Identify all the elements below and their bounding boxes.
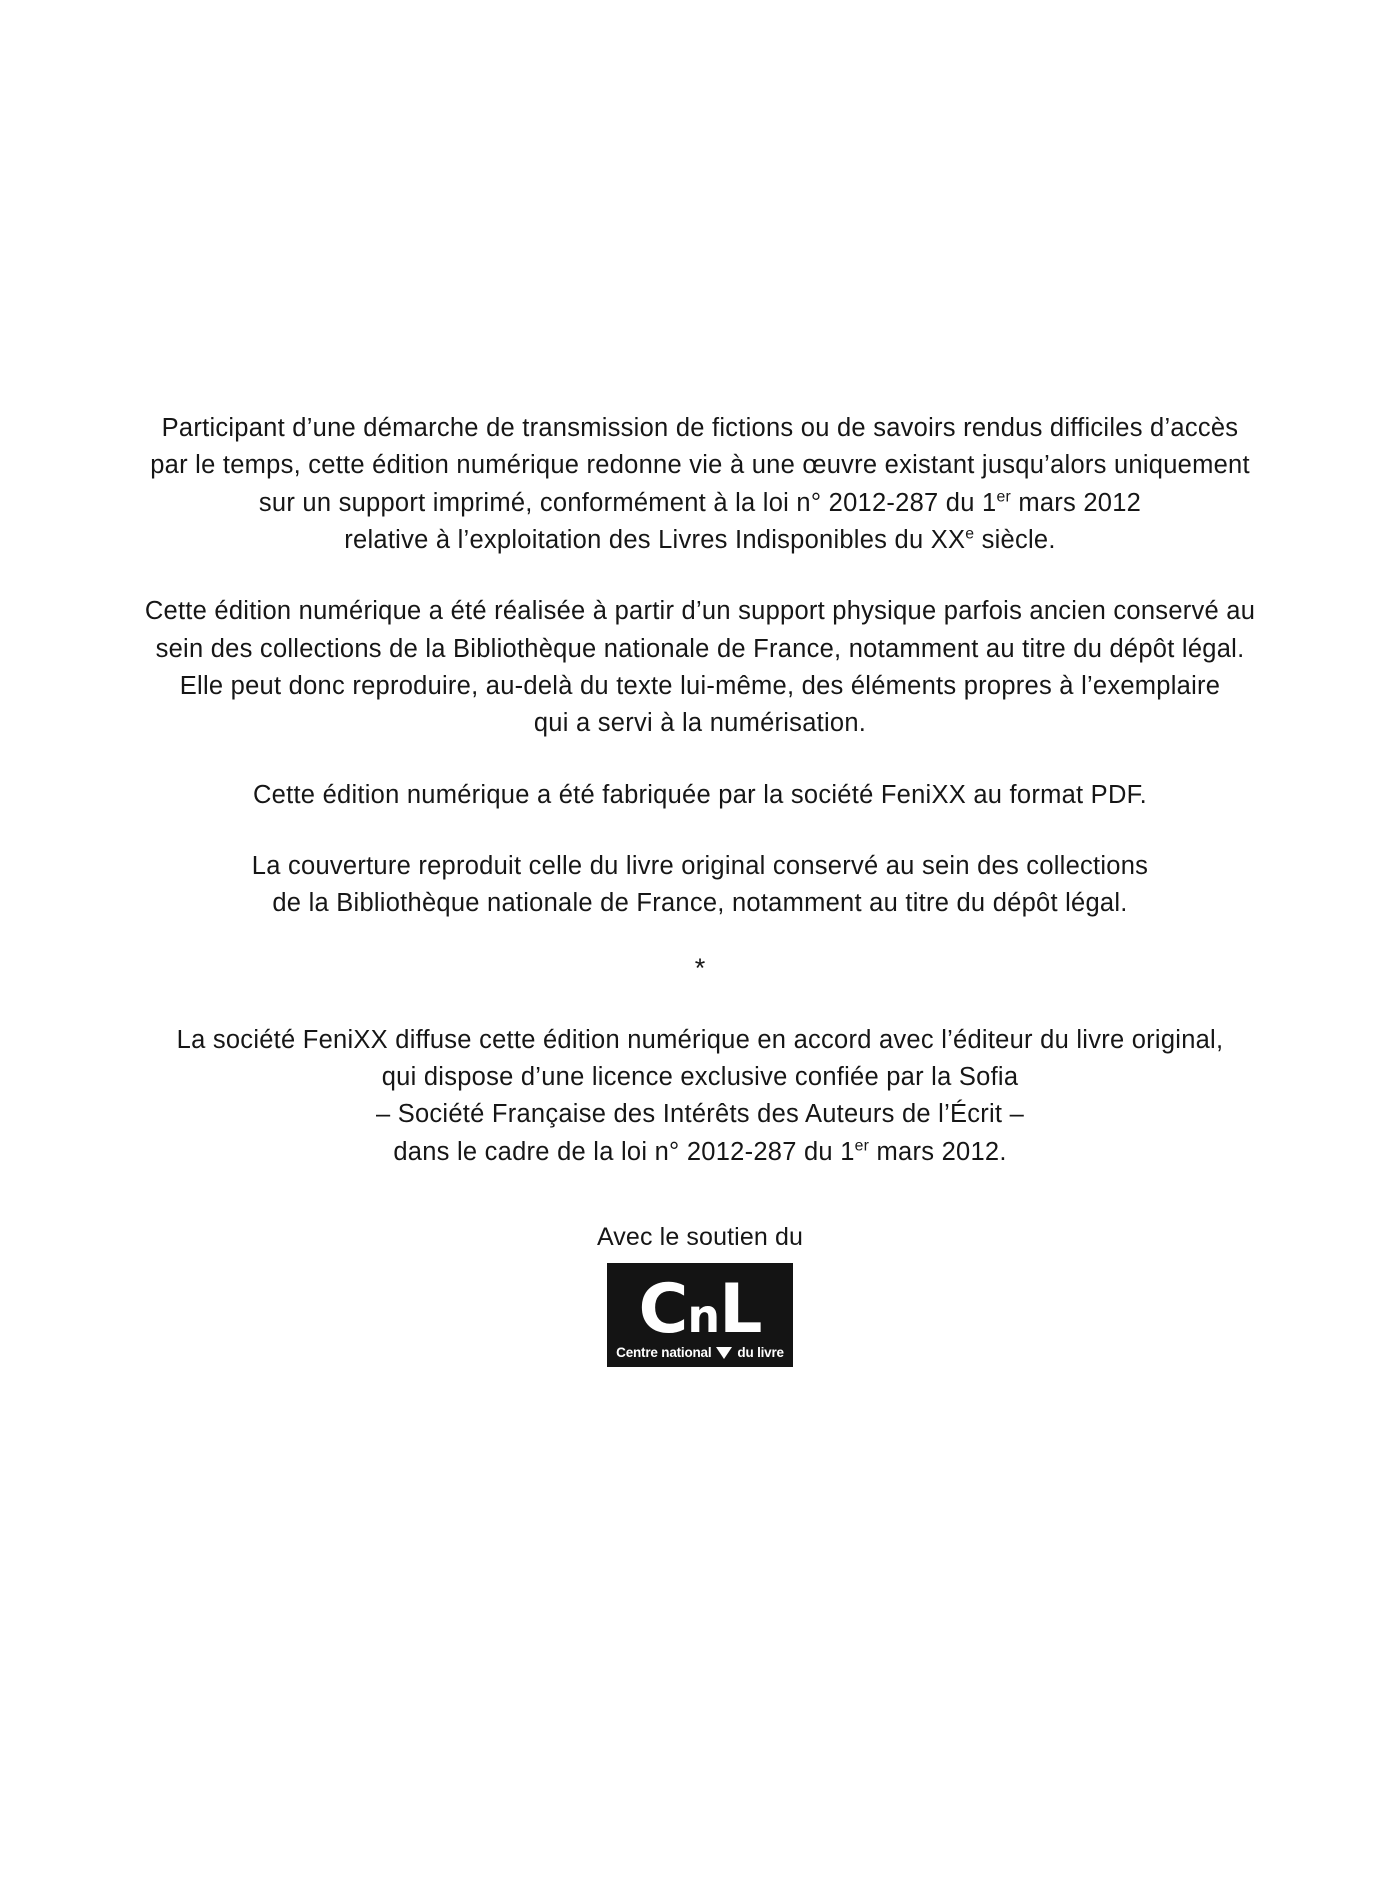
paragraph-support-physique-line-1: Cette édition numérique a été réalisée à partir d’un support physique parfois ancien conservé au (144, 597, 1256, 626)
paragraph-fabrication (120, 777, 1280, 814)
paragraph-transmission-line-3b: mars 2012 (1011, 488, 1142, 517)
paragraph-transmission-line-3a: sur un support imprimé, conformément à la loi n° 2012-287 du 1 (258, 488, 997, 517)
paragraph-diffusion-line-3: – Société Française des Intérêts des Auteurs de l’Écrit – (375, 1100, 1025, 1129)
ordinal-suffix-e: e (965, 525, 975, 543)
paragraph-transmission-line-2: par le temps, cette édition numérique redonne vie à une œuvre existant jusqu’alors uniquement (150, 451, 1250, 480)
paragraph-couverture-line-2: de la Bibliothèque nationale de France, notamment au titre du dépôt légal. (272, 889, 1128, 918)
cnl-subtitle-left: Centre national (616, 1345, 712, 1361)
paragraph-diffusion-line-4b: mars 2012. (869, 1137, 1007, 1166)
paragraph-fabrication-line-1: Cette édition numérique a été fabriquée par la société FeniXX au format PDF. (253, 780, 1147, 809)
cnl-letter-l: L (719, 1270, 762, 1350)
cnl-letter-n: n (687, 1289, 720, 1344)
paragraph-support-physique-line-2: sein des collections de la Bibliothèque nationale de France, notamment au titre du dépôt légal. (155, 634, 1245, 663)
cnl-logo (607, 1263, 793, 1367)
paragraph-diffusion-line-2: qui dispose d’une licence exclusive confiée par la Sofia (381, 1063, 1019, 1092)
paragraph-transmission-line-4b: siècle. (974, 526, 1056, 555)
cnl-subtitle-right: du livre (737, 1345, 784, 1361)
paragraph-transmission (120, 410, 1280, 559)
paragraph-transmission-line-4a: relative à l’exploitation des Livres Indisponibles du XX (344, 526, 966, 555)
paragraph-support-physique-line-4: qui a servi à la numérisation. (533, 709, 867, 738)
legal-notice-block (0, 410, 1400, 1367)
paragraph-diffusion-line-1: La société FeniXX diffuse cette édition numérique en accord avec l’éditeur du livre original, (176, 1025, 1224, 1054)
cnl-subtitle (607, 1344, 793, 1367)
sponsor-block (120, 1223, 1280, 1367)
paragraph-couverture-line-1: La couverture reproduit celle du livre original conservé au sein des collections (251, 852, 1149, 881)
cnl-acronym (607, 1270, 793, 1350)
paragraph-support-physique (120, 593, 1280, 742)
paragraph-transmission-line-1: Participant d’une démarche de transmission de fictions ou de savoirs rendus difficiles d’accès (161, 414, 1239, 442)
asterisk-separator: * (694, 952, 706, 983)
paragraph-couverture (120, 848, 1280, 923)
triangle-icon (716, 1347, 732, 1359)
ordinal-suffix-er-2: er (854, 1137, 870, 1155)
sponsor-caption: Avec le soutien du (596, 1223, 804, 1252)
paragraph-support-physique-line-3: Elle peut donc reproduire, au-delà du texte lui-même, des éléments propres à l’exemplaire (179, 672, 1221, 701)
paragraph-diffusion (120, 1022, 1280, 1171)
paragraph-diffusion-line-4a: dans le cadre de la loi n° 2012-287 du 1 (393, 1137, 855, 1166)
ordinal-suffix-er: er (996, 488, 1011, 506)
cnl-letter-c: C (638, 1270, 688, 1350)
